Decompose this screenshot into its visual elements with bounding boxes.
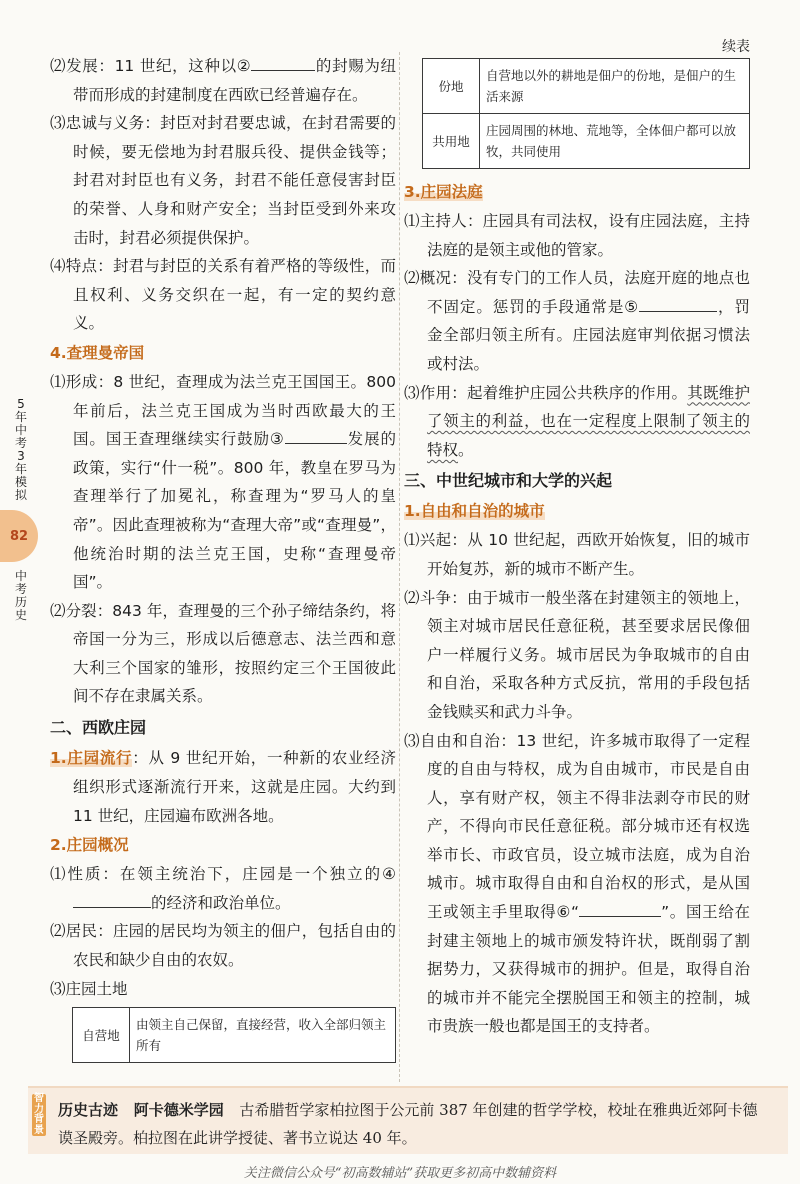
sidebar [0, 370, 40, 622]
text: 的经济和政治单位。 [151, 893, 291, 912]
land-table-part-1 [72, 1007, 396, 1063]
paragraph-residents: ⑵居民：庄园的居民均为领主的佃户，包括自由的农民和缺少自由的农奴。 [50, 922, 396, 970]
paragraph-division: ⑵分裂：843 年，查理曼的三个孙子缔结条约，将帝国一分为三，形成以后德意志、法兰西和意大利三个国家的雏形，按照约定三个王国彼此间不存在隶属关系。 [50, 601, 396, 706]
continued-label: 续表 [722, 39, 750, 55]
heading-section-2: 二、西欧庄园 [50, 718, 147, 738]
blank-4 [73, 891, 151, 908]
paragraph-features: ⑷特点：封君与封臣的关系有着严格的等级性，而且权利、义务交织在一起，有一定的契约意义。 [50, 257, 396, 333]
text: 3.庄园法庭 [404, 183, 483, 201]
paragraph-manor-spread [50, 743, 396, 830]
table-row [423, 59, 750, 114]
table-cell-label: 份地 [423, 59, 480, 114]
text: ：从 9 世纪开始，一种新的农业经济组织形式逐渐流行开来，这就是庄园。大约到 11 世纪，庄园遍布欧洲各地。 [73, 749, 396, 825]
heading-court [404, 177, 750, 207]
paragraph-rise: ⑴兴起：从 10 世纪起，西欧开始恢复，旧的城市开始复苏，新的城市不断产生。 [404, 531, 750, 578]
table-cell-desc: 自营地以外的耕地是佃户的份地，是佃户的生活来源 [480, 59, 750, 114]
series-title: 5年中考3年模拟 [14, 397, 27, 502]
page-number-tab [0, 510, 38, 562]
page-number: 82 [9, 528, 29, 544]
footer-body: 古希腊哲学家柏拉图于公元前 387 年创建的哲学学校，校址在雅典近郊阿卡德谟圣殿旁。柏拉图在此讲学授徒、著书立说达 40 年。 [58, 1101, 758, 1147]
footer-note: 关注微信公众号“初高数辅站”获取更多初高中数辅资料 [243, 1166, 557, 1181]
paragraph-nature [50, 860, 396, 917]
text: 1.自由和自治的城市 [404, 502, 545, 521]
paragraph-freedom [404, 727, 750, 1042]
blank-5 [639, 295, 717, 312]
blank-3 [285, 428, 347, 445]
footer-text [58, 1096, 770, 1152]
footer-title: 历史古迹 [58, 1101, 119, 1119]
blank-2 [251, 55, 315, 72]
land-table-part-2 [422, 58, 750, 169]
heading-manor-overview: 2.庄园概况 [50, 836, 129, 855]
text: 。 [458, 440, 474, 459]
paragraph-loyalty: ⑶忠诚与义务：封臣对封君要忠诚，在封君需要的时候，要无偿地为封君服兵役、提供金钱等；封君对封臣也有义务，封君不能任意侵害封臣的荣誉、人身和财产安全；当封臣受到外来攻击时，封君必须提供保护。 [50, 114, 396, 247]
left-column [50, 52, 396, 1063]
text: 发展的政策，实行“什一税”。800 年，教皇在罗马为查理举行了加冕礼，称查理为“罗马人的皇帝”。因此查理被称为“查理大帝”或“查理曼”，他统治时期的法兰克王国，史称“查理曼帝国”。 [73, 430, 396, 592]
footer-subtitle: 阿卡德米学园 [133, 1101, 224, 1119]
text: ⑵发展：11 世纪，这种以② [50, 57, 252, 75]
text: ”。国王给在封建主领地上的城市颁发特许状，既削弱了割据势力，又获得城市的拥护。但是，取得自治的城市并不能完全摆脱国王和领主的控制，城市贵族一般也都是国王的支持者。 [427, 903, 750, 1036]
table-cell-label: 自营地 [73, 1008, 130, 1063]
paragraph-court-overview [404, 264, 750, 378]
paragraph-host: ⑴主持人：庄园具有司法权，设有庄园法庭，主持法庭的是领主或他的管家。 [404, 212, 750, 259]
subject-title: 中考历史 [14, 569, 27, 622]
text: ⑵概况：没有专门的工作人员，法庭开庭的地点也不固定。惩罚的手段通常是⑤ [404, 269, 750, 316]
table-cell-desc: 庄园周围的林地、荒地等，全体佃户都可以放牧，共同使用 [480, 114, 750, 169]
paragraph-development [50, 52, 396, 109]
table-cell-desc: 由领主自己保留，直接经营，收入全部归领主所有 [130, 1008, 396, 1063]
background-knowledge-box [28, 1086, 788, 1154]
emphasis-text: 其既维护了领主的利益，也在一定程度上限制了领主的特权 [427, 383, 750, 459]
footer-badge: 智力背景 [34, 1093, 44, 1136]
text: ⑴形成：8 世纪，查理成为法兰克王国国王。800 年前后，法兰克王国成为当时西欧最大的王国。国王查理继续实行鼓励③ [50, 372, 396, 449]
text: ⑶作用：起着维护庄园公共秩序的作用。 [404, 383, 688, 402]
paragraph-formation [50, 368, 396, 597]
blank-6 [579, 901, 661, 918]
table-cell-label: 共用地 [423, 114, 480, 169]
text: ⑶自由和自治：13 世纪，许多城市取得了一定程度的自由与特权，成为自由城市，市民是自由人，享有财产权，领主不得非法剥夺市民的财产，不得向市民任意征税。部分城市还有权选举市长、市政官员，设立城市法庭，成为自治城市。城市取得自由和自治权的形式，是从国王或领主手里取得⑥“ [404, 731, 750, 922]
paragraph-land: ⑶庄园土地 [50, 979, 128, 998]
heading-charlemagne: 4.查理曼帝国 [50, 343, 145, 362]
column-divider [399, 52, 400, 1082]
paragraph-role [404, 379, 750, 465]
right-column [404, 40, 750, 1041]
heading-cities [404, 496, 750, 526]
text: 的封赐为纽带而形成的封建制度在西欧已经普遍存在。 [73, 57, 396, 104]
paragraph-struggle: ⑵斗争：由于城市一般坐落在封建领主的领地上，领主对城市居民任意征税，甚至要求居民像佃户一样履行义务。城市居民为争取城市的自由和自治，采取各种方式反抗，常用的手段包括金钱赎买和武力斗争。 [404, 588, 750, 721]
heading-section-3: 三、中世纪城市和大学的兴起 [404, 471, 613, 491]
table-row [423, 114, 750, 169]
heading-manor-spread: 1.庄园流行 [50, 749, 133, 768]
text: ，罚金全部归领主所有。庄园法庭审判依据习惯法或村法。 [427, 297, 750, 373]
text: ⑴性质：在领主统治下，庄园是一个独立的④ [50, 865, 396, 884]
table-row [73, 1008, 396, 1063]
